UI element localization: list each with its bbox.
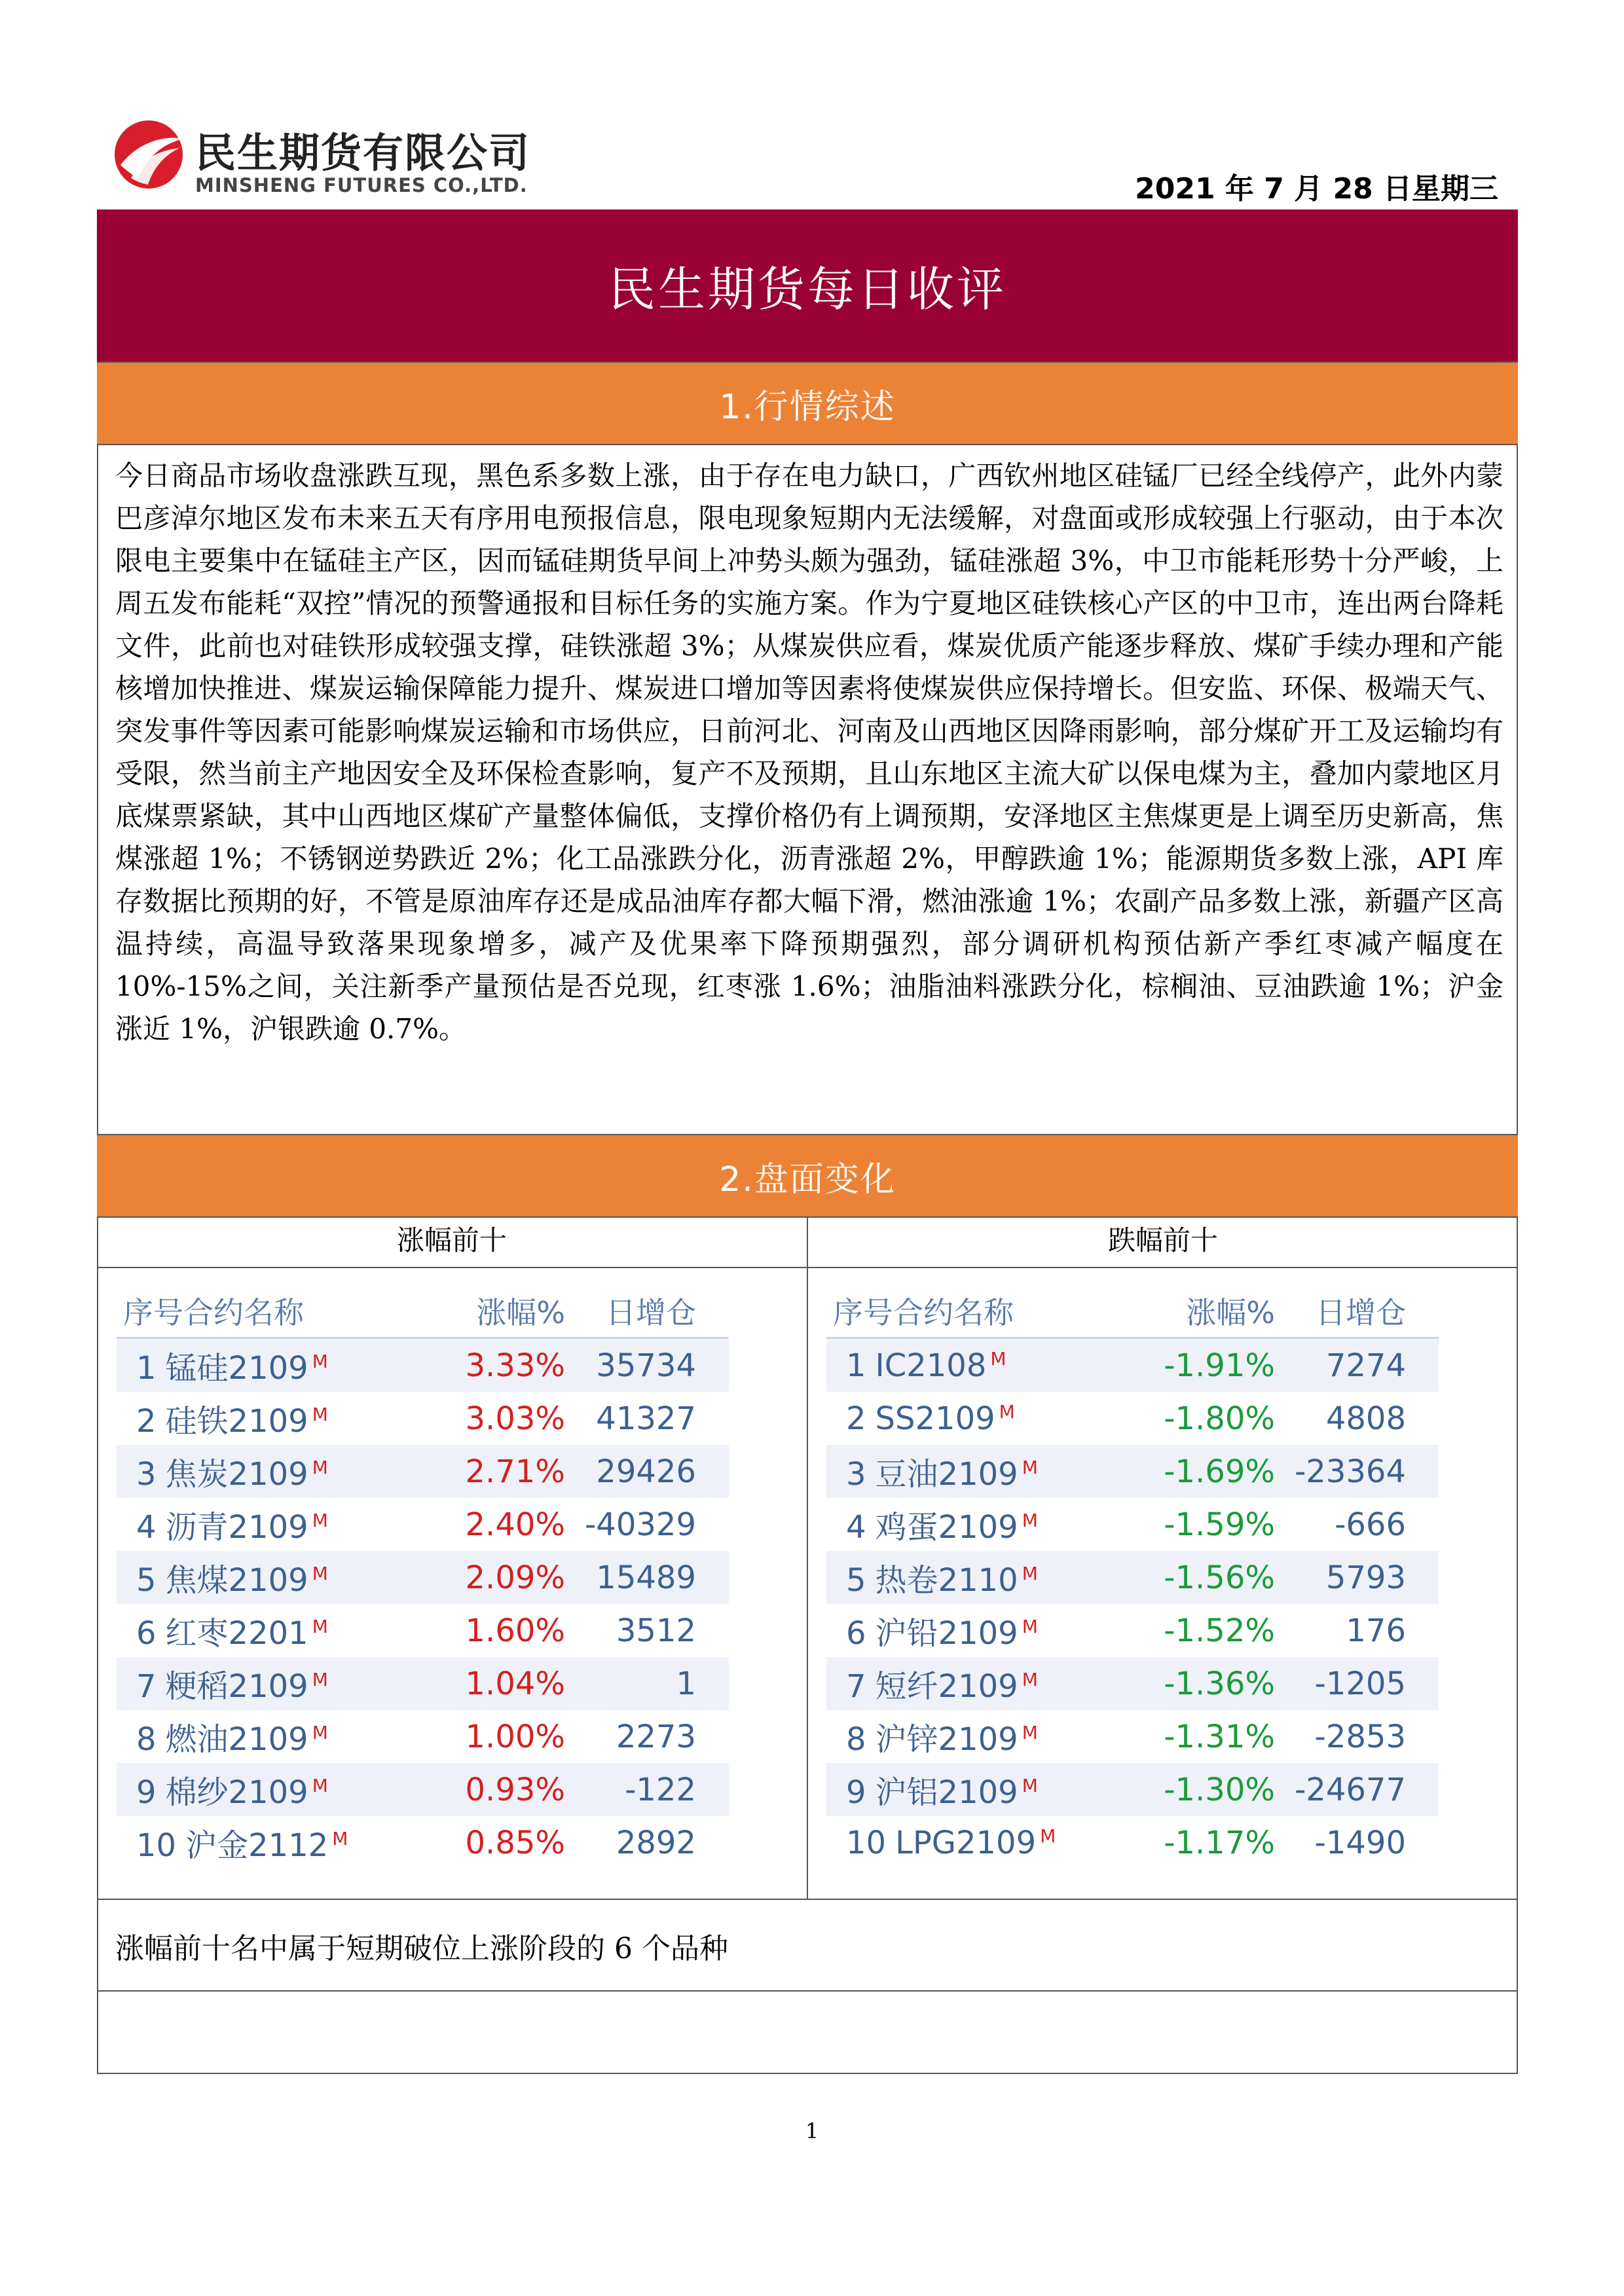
rank-number: 5 bbox=[846, 1562, 866, 1599]
open-interest-cell: 7274 bbox=[1325, 1347, 1406, 1384]
note-divider bbox=[97, 1990, 1518, 1992]
open-interest-cell: 5793 bbox=[1325, 1559, 1406, 1596]
contract-cell bbox=[826, 1825, 1134, 1861]
contract-name: 硅铁2109 bbox=[165, 1403, 308, 1440]
table-row bbox=[117, 1498, 729, 1551]
contract-name: 沥青2109 bbox=[165, 1509, 308, 1546]
table-bottom-divider bbox=[97, 1899, 1518, 1900]
change-pct-cell: 2.09% bbox=[465, 1559, 565, 1596]
header-name: 序号合约名称 bbox=[123, 1295, 304, 1330]
rank-number: 9 bbox=[846, 1774, 866, 1811]
change-pct-cell: -1.80% bbox=[1164, 1400, 1275, 1437]
table-row bbox=[117, 1392, 729, 1445]
table-row bbox=[826, 1445, 1439, 1498]
table-row bbox=[826, 1392, 1439, 1445]
contract-name: 沪铝2109 bbox=[875, 1774, 1018, 1811]
main-contract-marker: M bbox=[999, 1400, 1015, 1423]
table-row bbox=[117, 1551, 729, 1604]
open-interest-cell: 4808 bbox=[1325, 1400, 1406, 1437]
main-contract-marker: M bbox=[312, 1563, 328, 1584]
contract-name: 鸡蛋2109 bbox=[875, 1509, 1018, 1546]
main-contract-marker: M bbox=[332, 1828, 348, 1850]
contract-cell bbox=[826, 1400, 1134, 1437]
change-pct-cell: 2.71% bbox=[465, 1453, 565, 1490]
change-pct-cell: -1.30% bbox=[1164, 1771, 1275, 1808]
main-contract-marker: M bbox=[312, 1722, 328, 1743]
table-row bbox=[826, 1763, 1439, 1816]
gainers-table bbox=[117, 1285, 729, 1869]
rank-number: 5 bbox=[136, 1562, 157, 1599]
rank-number: 4 bbox=[136, 1509, 157, 1546]
table-row bbox=[826, 1604, 1439, 1657]
main-contract-marker: M bbox=[1022, 1457, 1038, 1478]
change-pct-cell: -1.52% bbox=[1164, 1612, 1275, 1649]
rank-number: 6 bbox=[136, 1615, 157, 1652]
open-interest-cell: 3512 bbox=[616, 1612, 696, 1649]
contract-name: SS2109 bbox=[875, 1400, 995, 1437]
contract-cell bbox=[117, 1396, 424, 1441]
rank-number: 7 bbox=[846, 1668, 866, 1705]
rank-number: 1 bbox=[846, 1347, 866, 1384]
rank-number: 10 bbox=[846, 1824, 887, 1861]
contract-name: IC2108 bbox=[875, 1347, 987, 1384]
open-interest-cell: -1490 bbox=[1314, 1824, 1406, 1861]
table-row bbox=[826, 1498, 1439, 1551]
open-interest-cell: 1 bbox=[676, 1665, 696, 1702]
logo-en-text: MINSHENG FUTURES CO.,LTD. bbox=[195, 174, 528, 196]
swoosh-logo-icon bbox=[111, 117, 187, 192]
gainers-rows bbox=[117, 1339, 729, 1869]
change-pct-cell: 0.93% bbox=[465, 1771, 565, 1808]
main-contract-marker: M bbox=[312, 1669, 328, 1690]
page-number: 1 bbox=[805, 2119, 819, 2143]
change-pct-cell: -1.91% bbox=[1164, 1347, 1275, 1384]
contract-cell bbox=[826, 1608, 1134, 1653]
main-contract-marker: M bbox=[312, 1510, 328, 1531]
rank-number: 2 bbox=[136, 1403, 157, 1440]
main-contract-marker: M bbox=[312, 1775, 328, 1796]
change-pct-cell: -1.59% bbox=[1164, 1506, 1275, 1543]
contract-name: 棉纱2109 bbox=[165, 1774, 308, 1811]
open-interest-cell: 2273 bbox=[616, 1718, 696, 1755]
main-contract-marker: M bbox=[1022, 1669, 1038, 1690]
contract-cell bbox=[117, 1608, 424, 1653]
rank-number: 2 bbox=[846, 1400, 866, 1437]
table-row bbox=[826, 1339, 1439, 1392]
rank-number: 7 bbox=[136, 1668, 157, 1705]
market-summary: 今日商品市场收盘涨跌互现，黑色系多数上涨，由于存在电力缺口，广西钦州地区硅锰厂已经全线停产，此外内蒙巴彦淖尔地区发布未来五天有序用电预报信息，限电现象短期内无法缓解，对盘面或形成较强上行驱动，由于本次限电主要集中在锰硅主产区，因而锰硅期货早间上冲势头颇为强劲，锰硅涨超 3%，中卫市能耗形势十分严峻，上周五发布能耗“双控”情况的预警通报和目标任务的实施方案。作为宁夏地区硅铁核心产区的中卫市，连出两台降耗文件，此前也对硅铁形成较强支撑，硅铁涨超 3%；从煤炭供应看，煤炭优质产能逐步释放、煤矿手续办理和产能核增加快推进、煤炭运输保障能力提升、煤炭进口增加等因素将使煤炭供应保持增长。但安监、环保、极端天气、突发事件等因素可能影响煤炭运输和市场供应，日前河北、河南及山西地区因降雨影响，部分煤矿开工及运输均有受限，然当前主产地因安全及环保检查影响，复产不及预期，且山东地区主流大矿以保电煤为主，叠加内蒙地区月底煤票紧缺，其中山西地区煤矿产量整体偏低，支撑价格仍有上调预期，安泽地区主焦煤更是上调至历史新高，焦煤涨超 1%；不锈钢逆势跌近 2%；化工品涨跌分化，沥青涨超 2%，甲醇跌逾 1%；能源期货多数上涨，API 库存数据比预期的好，不管是原油库存还是成品油库存都大幅下滑，燃油涨逾 1%；农副产品多数上涨，新疆产区高温持续，高温导致落果现象增多，减产及优果率下降预期强烈，部分调研机构预估新产季红枣减产幅度在 10%-15%之间，关注新季产量预估是否兑现，红枣涨 1.6%；油脂油料涨跌分化，棕榈油、豆油跌逾 1%；沪金涨近 1%，沪银跌逾 0.7%。 bbox=[115, 460, 1504, 1045]
report-date: 2021 年 7 月 28 日星期三 bbox=[1135, 172, 1498, 206]
losers-rows bbox=[826, 1339, 1439, 1869]
table-row bbox=[117, 1657, 729, 1710]
change-pct-cell: 1.00% bbox=[465, 1718, 565, 1755]
open-interest-cell: -40329 bbox=[584, 1506, 696, 1543]
contract-name: 短纤2109 bbox=[875, 1668, 1018, 1705]
header-oi: 日增仓 bbox=[606, 1295, 696, 1330]
table-row bbox=[826, 1710, 1439, 1763]
rank-number: 8 bbox=[136, 1721, 157, 1758]
report-title: 民生期货每日收评 bbox=[97, 210, 1518, 361]
table-row bbox=[826, 1816, 1439, 1869]
logo-cn-text: 民生期货有限公司 bbox=[195, 129, 531, 177]
open-interest-cell: -1205 bbox=[1314, 1665, 1406, 1702]
change-pct-cell: -1.56% bbox=[1164, 1559, 1275, 1596]
change-pct-cell: 1.04% bbox=[465, 1665, 565, 1702]
losers-table bbox=[826, 1285, 1439, 1869]
contract-cell bbox=[826, 1449, 1134, 1494]
open-interest-cell: -24677 bbox=[1294, 1771, 1406, 1808]
open-interest-cell: 29426 bbox=[596, 1453, 696, 1490]
contract-cell bbox=[117, 1714, 424, 1759]
losers-table-header bbox=[826, 1285, 1439, 1339]
contract-name: LPG2109 bbox=[895, 1824, 1037, 1861]
contract-name: 焦煤2109 bbox=[165, 1562, 308, 1599]
header-pct: 涨幅% bbox=[476, 1295, 565, 1330]
open-interest-cell: 15489 bbox=[596, 1559, 696, 1596]
open-interest-cell: 2892 bbox=[616, 1824, 696, 1861]
rank-number: 1 bbox=[136, 1350, 157, 1387]
table-row bbox=[826, 1551, 1439, 1604]
table-row bbox=[826, 1657, 1439, 1710]
contract-cell bbox=[117, 1767, 424, 1812]
contract-cell bbox=[117, 1820, 424, 1865]
contract-cell bbox=[117, 1449, 424, 1494]
gainers-table-header bbox=[117, 1285, 729, 1339]
main-contract-marker: M bbox=[312, 1616, 328, 1637]
contract-name: 燃油2109 bbox=[165, 1721, 308, 1758]
main-contract-marker: M bbox=[1022, 1775, 1038, 1796]
contract-name: 焦炭2109 bbox=[165, 1456, 308, 1493]
main-contract-marker: M bbox=[312, 1404, 328, 1425]
change-pct-cell: -1.36% bbox=[1164, 1665, 1275, 1702]
rank-number: 3 bbox=[846, 1456, 866, 1493]
open-interest-cell: -23364 bbox=[1294, 1453, 1406, 1490]
contract-cell bbox=[117, 1343, 424, 1388]
open-interest-cell: -122 bbox=[625, 1771, 696, 1808]
contract-cell bbox=[117, 1555, 424, 1600]
column-divider bbox=[807, 1218, 808, 1899]
table-row bbox=[117, 1339, 729, 1392]
rank-number: 10 bbox=[136, 1827, 177, 1864]
open-interest-cell: -666 bbox=[1335, 1506, 1406, 1543]
change-pct-cell: 3.03% bbox=[465, 1400, 565, 1437]
change-pct-cell: -1.69% bbox=[1164, 1453, 1275, 1490]
table-row bbox=[117, 1445, 729, 1498]
contract-cell bbox=[826, 1661, 1134, 1706]
contract-name: 沪锌2109 bbox=[875, 1721, 1018, 1758]
open-interest-cell: 176 bbox=[1346, 1612, 1406, 1649]
header-oi: 日增仓 bbox=[1316, 1295, 1406, 1330]
open-interest-cell: 35734 bbox=[596, 1347, 696, 1384]
contract-name: 锰硅2109 bbox=[165, 1350, 308, 1387]
contract-cell bbox=[826, 1714, 1134, 1759]
contract-cell bbox=[826, 1502, 1134, 1547]
main-contract-marker: M bbox=[1022, 1563, 1038, 1584]
main-contract-marker: M bbox=[1022, 1510, 1038, 1531]
main-contract-marker: M bbox=[1022, 1722, 1038, 1743]
main-contract-marker: M bbox=[312, 1457, 328, 1478]
contract-name: 豆油2109 bbox=[875, 1456, 1018, 1493]
rank-number: 9 bbox=[136, 1774, 157, 1811]
contract-name: 红枣2201 bbox=[165, 1615, 308, 1652]
header-name: 序号合约名称 bbox=[833, 1295, 1014, 1330]
company-logo bbox=[111, 117, 583, 205]
open-interest-cell: 41327 bbox=[596, 1400, 696, 1437]
change-pct-cell: 1.60% bbox=[465, 1612, 565, 1649]
change-pct-cell: 0.85% bbox=[465, 1824, 565, 1861]
main-contract-marker: M bbox=[1022, 1616, 1038, 1637]
contract-name: 沪铅2109 bbox=[875, 1615, 1018, 1652]
table-row bbox=[117, 1604, 729, 1657]
main-contract-marker: M bbox=[990, 1347, 1006, 1370]
contract-cell bbox=[117, 1661, 424, 1706]
contract-cell bbox=[826, 1347, 1134, 1384]
contract-cell bbox=[117, 1502, 424, 1547]
change-pct-cell: -1.31% bbox=[1164, 1718, 1275, 1755]
table-row bbox=[117, 1710, 729, 1763]
contract-name: 粳稻2109 bbox=[165, 1668, 308, 1705]
change-pct-cell: 2.40% bbox=[465, 1506, 565, 1543]
table-row bbox=[117, 1763, 729, 1816]
section2-heading: 2.盘面变化 bbox=[97, 1134, 1518, 1218]
section1-heading: 1.行情综述 bbox=[97, 361, 1518, 445]
contract-cell bbox=[826, 1767, 1134, 1812]
change-pct-cell: 3.33% bbox=[465, 1347, 565, 1384]
open-interest-cell: -2853 bbox=[1314, 1718, 1406, 1755]
table-row bbox=[117, 1816, 729, 1869]
gainers-title: 涨幅前十 bbox=[396, 1224, 507, 1256]
losers-title: 跌幅前十 bbox=[1107, 1224, 1218, 1256]
contract-cell bbox=[826, 1555, 1134, 1600]
rank-number: 6 bbox=[846, 1615, 866, 1652]
rank-number: 3 bbox=[136, 1456, 157, 1493]
breakout-note: 涨幅前十名中属于短期破位上涨阶段的 6 个品种 bbox=[115, 1932, 728, 1965]
column-head-divider bbox=[97, 1267, 1518, 1268]
rank-number: 4 bbox=[846, 1509, 866, 1546]
change-pct-cell: -1.17% bbox=[1164, 1824, 1275, 1861]
rank-number: 8 bbox=[846, 1721, 866, 1758]
header-pct: 涨幅% bbox=[1186, 1295, 1275, 1330]
main-contract-marker: M bbox=[1040, 1825, 1056, 1847]
contract-name: 热卷2110 bbox=[875, 1562, 1018, 1599]
contract-name: 沪金2112 bbox=[185, 1827, 329, 1864]
main-contract-marker: M bbox=[312, 1351, 328, 1372]
